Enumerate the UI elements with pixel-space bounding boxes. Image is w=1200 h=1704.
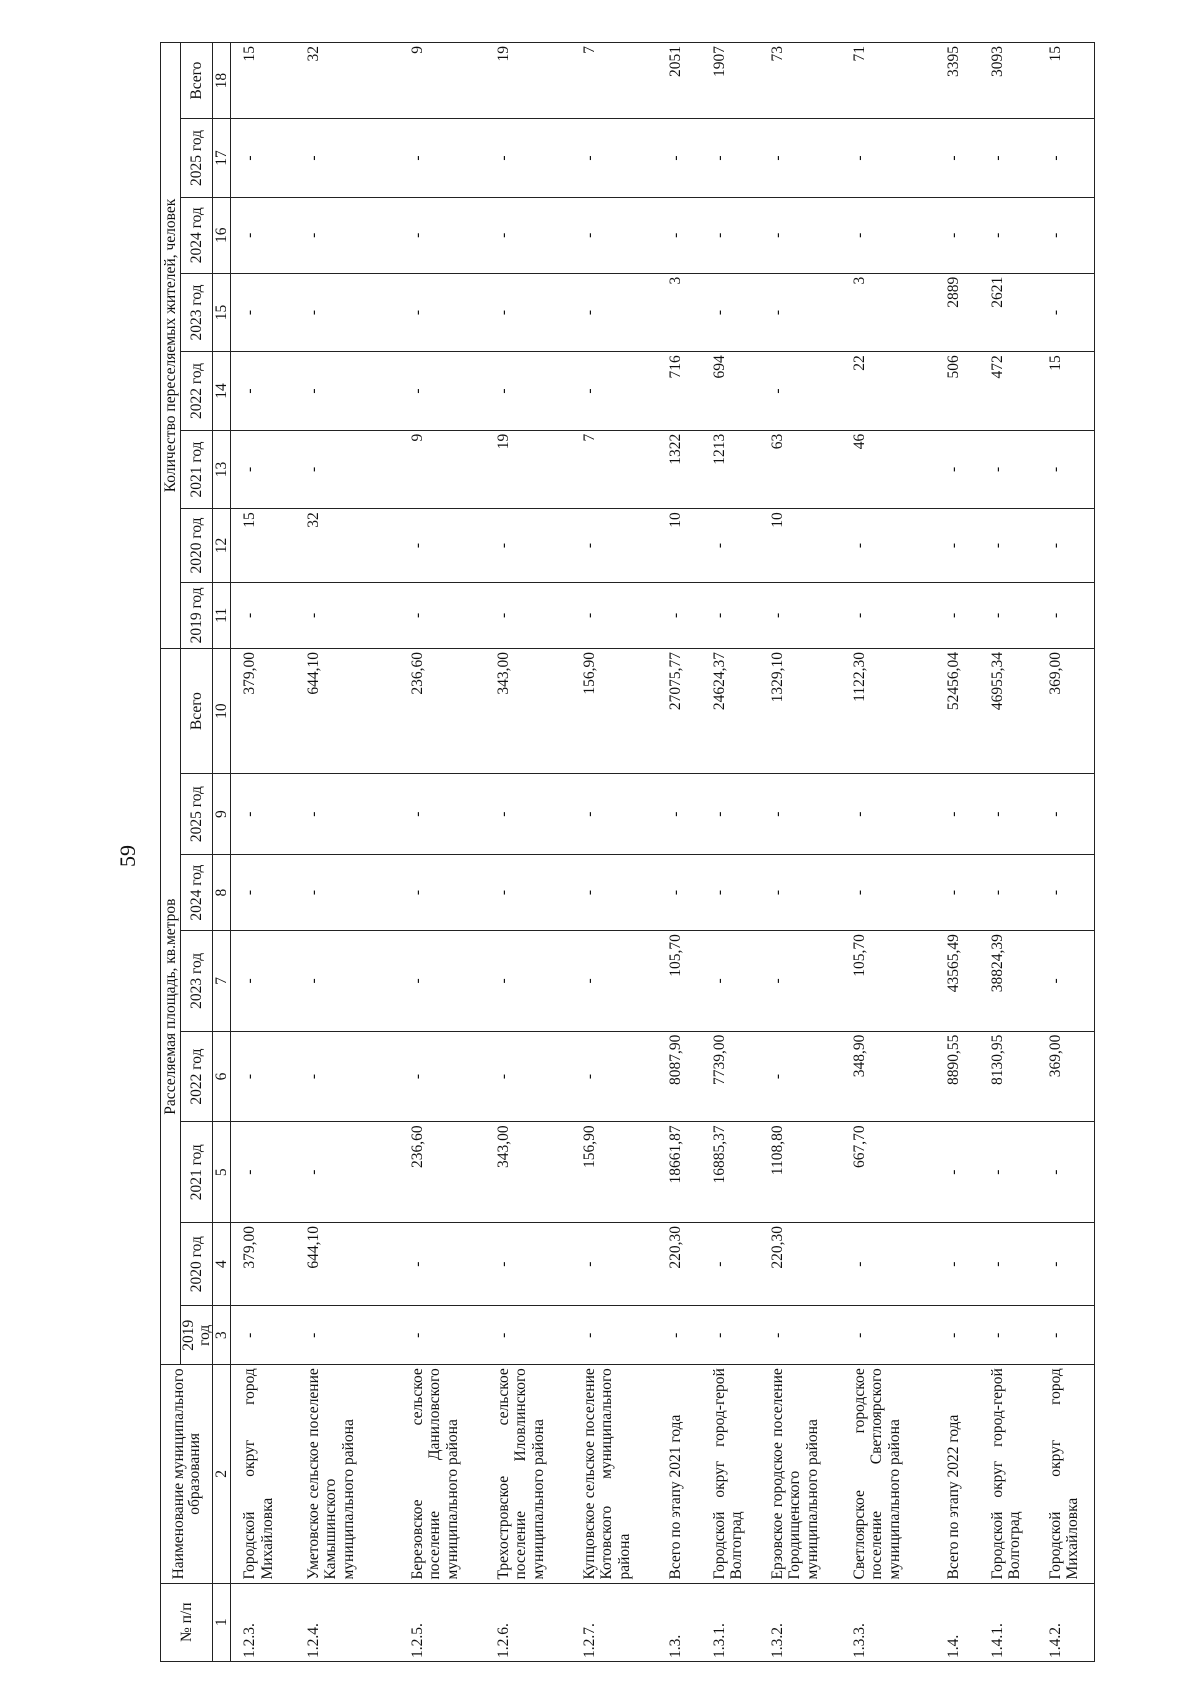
table-cell: - [231, 1306, 295, 1365]
header-column-number: 14 [213, 352, 231, 430]
table-body [231, 43, 1095, 1662]
table-cell: - [485, 1031, 571, 1122]
table-row [295, 43, 399, 1662]
header-column-number: 8 [213, 855, 231, 931]
table-cell: 348,90 [841, 1031, 935, 1122]
table-cell: 22 [841, 352, 935, 430]
table-row [571, 43, 657, 1662]
table-cell: 24624,37 [701, 649, 759, 774]
table-cell: - [935, 582, 979, 648]
table-cell: - [571, 1306, 657, 1365]
table-cell: - [571, 1031, 657, 1122]
table-cell: - [399, 273, 485, 351]
table-cell: 32 [295, 43, 399, 119]
table-cell: - [485, 1222, 571, 1305]
table-cell: - [841, 582, 935, 648]
header-area-year: 2024 год [181, 855, 213, 931]
table-cell: 8087,90 [657, 1031, 701, 1122]
table-cell: - [979, 509, 1037, 583]
table-cell: - [935, 855, 979, 931]
table-cell: 19 [485, 430, 571, 508]
row-number: 1.2.6. [485, 1583, 571, 1661]
table-cell: 16885,37 [701, 1122, 759, 1223]
table-cell: - [399, 197, 485, 273]
table-cell: - [1037, 430, 1095, 508]
table-row [1037, 43, 1095, 1662]
table-cell: 105,70 [657, 931, 701, 1032]
table-cell: - [399, 582, 485, 648]
table-cell: - [399, 1031, 485, 1122]
table-cell: - [759, 855, 841, 931]
table-cell: 667,70 [841, 1122, 935, 1223]
row-municipality-name: Березовское сельское поселение Даниловского муниципального района [399, 1365, 485, 1583]
row-municipality-name: Купцовское сельское поселение Котовского муниципального района [571, 1365, 657, 1583]
table-cell: - [759, 1306, 841, 1365]
header-column-number: 5 [213, 1122, 231, 1223]
table-row [657, 43, 701, 1662]
table-cell: - [979, 855, 1037, 931]
table-cell: - [759, 197, 841, 273]
table-cell: - [295, 1306, 399, 1365]
table-cell: - [295, 1122, 399, 1223]
header-column-number: 10 [213, 649, 231, 774]
header-num: № п/п [161, 1583, 213, 1661]
table-cell: 63 [759, 430, 841, 508]
table-cell: 18661,87 [657, 1122, 701, 1223]
table-cell: 236,60 [399, 649, 485, 774]
header-name: Наименование муниципального образования [161, 1365, 213, 1583]
table-cell: - [571, 197, 657, 273]
table-cell: - [295, 197, 399, 273]
header-residents-group: Количество переселяемых жителей, человек [161, 43, 181, 649]
header-column-number: 13 [213, 430, 231, 508]
table-row [841, 43, 935, 1662]
table-cell: - [485, 352, 571, 430]
table-cell: 379,00 [231, 649, 295, 774]
header-area-year: 2019 год [181, 1306, 213, 1365]
table-cell: - [841, 197, 935, 273]
row-number: 1.3. [657, 1583, 701, 1661]
header-column-number: 11 [213, 582, 231, 648]
table-cell: - [935, 509, 979, 583]
table-cell: - [485, 273, 571, 351]
header-column-number: 9 [213, 774, 231, 855]
table-cell: 1122,30 [841, 649, 935, 774]
table-cell: - [979, 774, 1037, 855]
table-cell: 2051 [657, 43, 701, 119]
table-cell: - [231, 197, 295, 273]
header-area-group: Расселяемая площадь, кв.метров [161, 649, 181, 1365]
table-cell: - [657, 119, 701, 197]
table-cell: - [571, 352, 657, 430]
row-municipality-name: Уметовское сельское поселение Камышинского муниципального района [295, 1365, 399, 1583]
row-municipality-name: Городской округ город-герой Волгоград [701, 1365, 759, 1583]
header-column-number: 1 [213, 1583, 231, 1661]
table-cell: - [399, 1306, 485, 1365]
table-cell: 156,90 [571, 1122, 657, 1223]
table-cell: - [295, 352, 399, 430]
table-cell: - [657, 774, 701, 855]
table-cell: 1322 [657, 430, 701, 508]
table-cell: - [485, 119, 571, 197]
table-cell: - [841, 855, 935, 931]
table-cell: 15 [1037, 352, 1095, 430]
row-number: 1.4. [935, 1583, 979, 1661]
table-cell: - [571, 119, 657, 197]
rotated-table-container [160, 42, 1160, 1662]
table-cell: - [701, 774, 759, 855]
table-cell: 716 [657, 352, 701, 430]
table-cell: - [295, 119, 399, 197]
table-cell: 15 [231, 43, 295, 119]
table-cell: - [295, 273, 399, 351]
table-cell: - [759, 273, 841, 351]
table-cell: - [571, 931, 657, 1032]
table-row [231, 43, 295, 1662]
table-cell: 3 [841, 273, 935, 351]
header-area-year: 2022 год [181, 1031, 213, 1122]
table-cell: 343,00 [485, 649, 571, 774]
table-cell: 644,10 [295, 649, 399, 774]
table-cell: 52456,04 [935, 649, 979, 774]
table-cell: - [571, 273, 657, 351]
header-residents-year: 2023 год [181, 273, 213, 351]
table-cell: 369,00 [1037, 649, 1095, 774]
header-residents-year: 2021 год [181, 430, 213, 508]
row-number: 1.3.3. [841, 1583, 935, 1661]
table-cell: 1329,10 [759, 649, 841, 774]
table-cell: 506 [935, 352, 979, 430]
table-cell: - [295, 774, 399, 855]
table-row [485, 43, 571, 1662]
table-cell: - [935, 1306, 979, 1365]
table-cell: 3395 [935, 43, 979, 119]
table-cell: 9 [399, 43, 485, 119]
table-cell: 2889 [935, 273, 979, 351]
row-municipality-name: Ерзовское городское поселение Городищенского муниципального района [759, 1365, 841, 1583]
table-cell: - [231, 582, 295, 648]
header-column-number: 12 [213, 509, 231, 583]
table-cell: - [399, 931, 485, 1032]
table-header [161, 43, 231, 1662]
table-cell: - [657, 855, 701, 931]
table-cell: - [759, 931, 841, 1032]
table-cell: 10 [657, 509, 701, 583]
table-cell: - [979, 582, 1037, 648]
table-cell: - [701, 1306, 759, 1365]
row-municipality-name: Всего по этапу 2021 года [657, 1365, 701, 1583]
table-cell: - [935, 197, 979, 273]
row-number: 1.2.7. [571, 1583, 657, 1661]
table-cell: - [979, 1122, 1037, 1223]
header-column-number: 17 [213, 119, 231, 197]
table-cell: - [935, 1122, 979, 1223]
table-cell: - [935, 119, 979, 197]
row-municipality-name: Городской округ город Михайловка [1037, 1365, 1095, 1583]
table-cell: 27075,77 [657, 649, 701, 774]
table-cell: - [485, 855, 571, 931]
table-cell: - [701, 1222, 759, 1305]
header-residents-year: 2022 год [181, 352, 213, 430]
table-cell: - [1037, 931, 1095, 1032]
row-municipality-name: Всего по этапу 2022 года [935, 1365, 979, 1583]
table-cell: 71 [841, 43, 935, 119]
header-residents-year: 2019 год [181, 582, 213, 648]
table-cell: - [485, 931, 571, 1032]
row-number: 1.2.3. [231, 1583, 295, 1661]
table-cell: - [701, 273, 759, 351]
table-cell: 369,00 [1037, 1031, 1095, 1122]
table-cell: - [759, 582, 841, 648]
header-column-number: 4 [213, 1222, 231, 1305]
table-cell: - [295, 430, 399, 508]
table-cell: 38824,39 [979, 931, 1037, 1032]
table-cell: 379,00 [231, 1222, 295, 1305]
table-cell: - [759, 774, 841, 855]
row-number: 1.2.4. [295, 1583, 399, 1661]
table-cell: - [759, 352, 841, 430]
table-cell: - [399, 119, 485, 197]
table-cell: 15 [231, 509, 295, 583]
table-cell: 220,30 [759, 1222, 841, 1305]
header-column-number: 7 [213, 931, 231, 1032]
table-cell: - [935, 430, 979, 508]
header-column-number: 18 [213, 43, 231, 119]
table-cell: - [841, 509, 935, 583]
table-cell: 1213 [701, 430, 759, 508]
row-number: 1.3.2. [759, 1583, 841, 1661]
table-row [399, 43, 485, 1662]
table-cell: - [701, 582, 759, 648]
table-cell: 32 [295, 509, 399, 583]
table-cell: - [701, 119, 759, 197]
table-cell: - [485, 582, 571, 648]
row-number: 1.3.1. [701, 1583, 759, 1661]
table-cell: - [231, 119, 295, 197]
header-column-number: 3 [213, 1306, 231, 1365]
table-cell: - [399, 352, 485, 430]
table-cell: - [841, 1222, 935, 1305]
table-cell: - [701, 197, 759, 273]
table-cell: - [759, 1031, 841, 1122]
table-cell: 3093 [979, 43, 1037, 119]
table-cell: 694 [701, 352, 759, 430]
table-cell: - [935, 1222, 979, 1305]
table-cell: - [841, 774, 935, 855]
table-cell: - [841, 119, 935, 197]
header-area-year: 2020 год [181, 1222, 213, 1305]
table-cell: - [1037, 855, 1095, 931]
table-cell: - [231, 855, 295, 931]
table-cell: 105,70 [841, 931, 935, 1032]
table-cell: - [399, 509, 485, 583]
table-cell: - [231, 352, 295, 430]
row-number: 1.2.5. [399, 1583, 485, 1661]
header-residents-year: 2020 год [181, 509, 213, 583]
table-cell: - [1037, 1122, 1095, 1223]
table-cell: - [231, 1122, 295, 1223]
table-cell: 8130,95 [979, 1031, 1037, 1122]
table-cell: - [231, 774, 295, 855]
table-cell: 46955,34 [979, 649, 1037, 774]
table-cell: - [1037, 119, 1095, 197]
table-cell: - [701, 931, 759, 1032]
table-cell: - [485, 1306, 571, 1365]
table-cell: 644,10 [295, 1222, 399, 1305]
header-column-number: 6 [213, 1031, 231, 1122]
row-municipality-name: Городской округ город-герой Волгоград [979, 1365, 1037, 1583]
table-cell: 1907 [701, 43, 759, 119]
table-cell: - [1037, 1306, 1095, 1365]
table-cell: - [979, 430, 1037, 508]
table-cell: 43565,49 [935, 931, 979, 1032]
table-cell: - [657, 1306, 701, 1365]
table-cell: - [295, 855, 399, 931]
table-cell: 472 [979, 352, 1037, 430]
table-cell: - [657, 582, 701, 648]
header-residents-year: 2024 год [181, 197, 213, 273]
table-cell: 73 [759, 43, 841, 119]
table-cell: - [1037, 774, 1095, 855]
table-cell: 8890,55 [935, 1031, 979, 1122]
resettlement-table [160, 42, 1095, 1662]
table-cell: - [759, 119, 841, 197]
table-cell: - [1037, 1222, 1095, 1305]
table-cell: - [1037, 582, 1095, 648]
table-cell: - [701, 855, 759, 931]
table-cell: - [295, 582, 399, 648]
table-cell: - [571, 855, 657, 931]
header-area-year: 2025 год [181, 774, 213, 855]
table-cell: - [231, 931, 295, 1032]
table-cell: - [485, 197, 571, 273]
table-cell: - [571, 774, 657, 855]
table-row [979, 43, 1037, 1662]
table-cell: 15 [1037, 43, 1095, 119]
table-cell: - [399, 855, 485, 931]
row-municipality-name: Светлоярское городское поселение Светлоярского муниципального района [841, 1365, 935, 1583]
table-cell: - [979, 1222, 1037, 1305]
header-area-year: 2023 год [181, 931, 213, 1032]
table-cell: 46 [841, 430, 935, 508]
table-row [701, 43, 759, 1662]
table-cell: 220,30 [657, 1222, 701, 1305]
table-cell: - [485, 774, 571, 855]
table-cell: 156,90 [571, 649, 657, 774]
page-number: 59 [115, 845, 140, 867]
table-cell: - [399, 774, 485, 855]
table-cell: - [231, 430, 295, 508]
table-cell: - [399, 1222, 485, 1305]
header-column-number: 15 [213, 273, 231, 351]
table-cell: 236,60 [399, 1122, 485, 1223]
table-cell: 9 [399, 430, 485, 508]
header-column-number: 2 [213, 1365, 231, 1583]
table-cell: 1108,80 [759, 1122, 841, 1223]
table-row [759, 43, 841, 1662]
header-area-year: Всего [181, 649, 213, 774]
table-cell: - [1037, 509, 1095, 583]
table-cell: - [701, 509, 759, 583]
table-cell: - [571, 509, 657, 583]
table-cell: 7 [571, 43, 657, 119]
table-cell: - [295, 931, 399, 1032]
table-cell: - [571, 582, 657, 648]
header-residents-year: 2025 год [181, 119, 213, 197]
table-cell: - [841, 1306, 935, 1365]
header-area-year: 2021 год [181, 1122, 213, 1223]
table-cell: 10 [759, 509, 841, 583]
row-municipality-name: Городской округ город Михайловка [231, 1365, 295, 1583]
table-cell: - [231, 1031, 295, 1122]
table-cell: 343,00 [485, 1122, 571, 1223]
table-cell: - [979, 1306, 1037, 1365]
table-cell: - [295, 1031, 399, 1122]
table-cell: - [485, 509, 571, 583]
table-cell: - [657, 197, 701, 273]
table-cell: 3 [657, 273, 701, 351]
table-cell: 19 [485, 43, 571, 119]
header-column-numbers-row [213, 43, 231, 1662]
table-cell: - [935, 774, 979, 855]
table-cell: - [231, 273, 295, 351]
table-cell: - [979, 119, 1037, 197]
row-municipality-name: Трехостровское сельское поселение Иловлинского муниципального района [485, 1365, 571, 1583]
table-cell: - [979, 197, 1037, 273]
header-residents-year: Всего [181, 43, 213, 119]
table-row [935, 43, 979, 1662]
table-cell: 7 [571, 430, 657, 508]
table-cell: - [571, 1222, 657, 1305]
table-cell: 2621 [979, 273, 1037, 351]
table-cell: 7739,00 [701, 1031, 759, 1122]
header-column-number: 16 [213, 197, 231, 273]
row-number: 1.4.2. [1037, 1583, 1095, 1661]
table-cell: - [1037, 273, 1095, 351]
row-number: 1.4.1. [979, 1583, 1037, 1661]
table-cell: - [1037, 197, 1095, 273]
